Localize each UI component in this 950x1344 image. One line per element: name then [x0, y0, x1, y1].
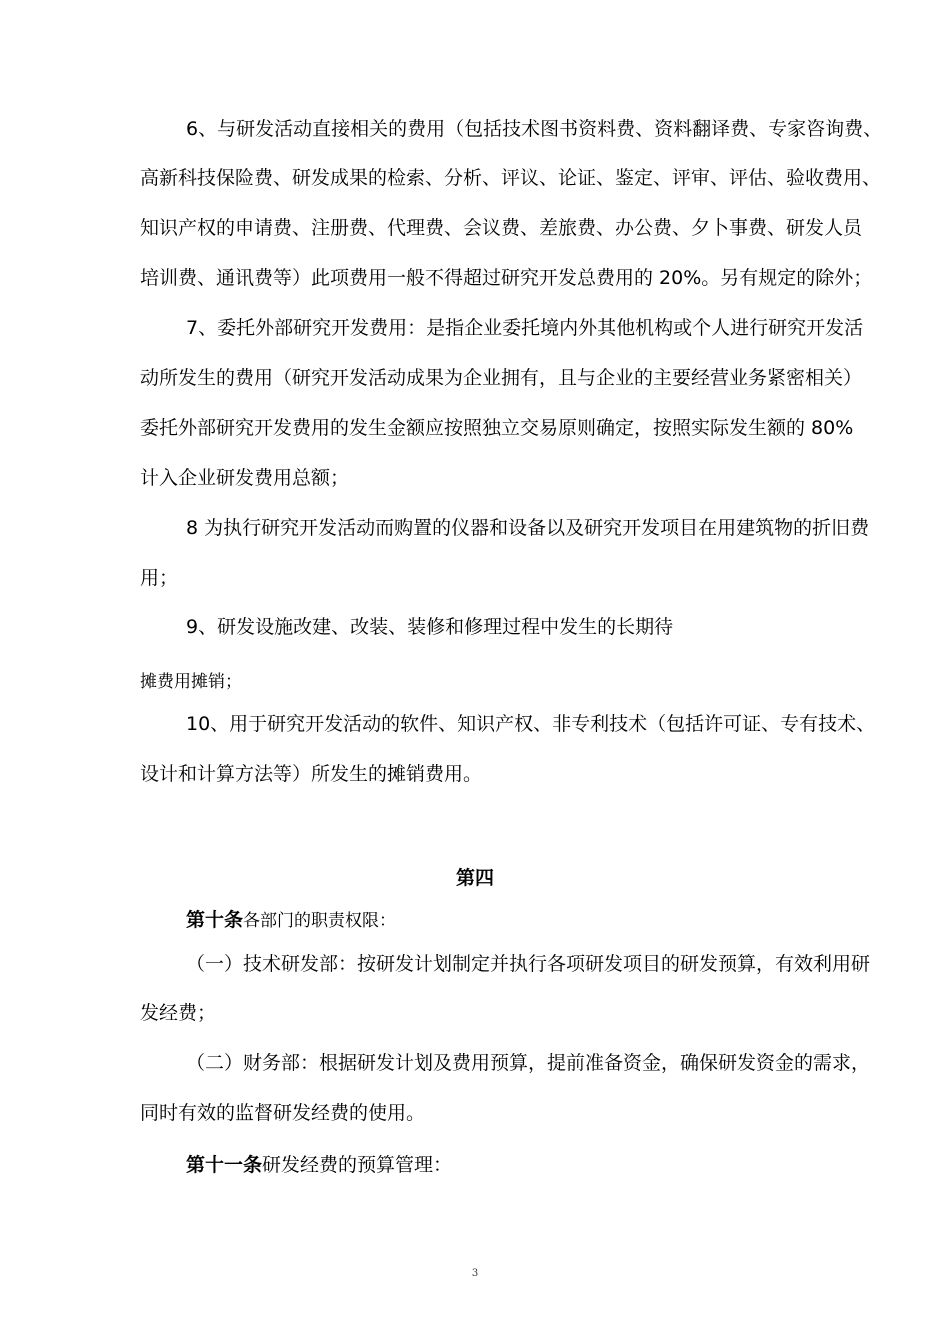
paragraph-line: （二）财务部：根据研发计划及费用预算，提前准备资金，确保研发资金的需求， [186, 1052, 871, 1074]
chapter-heading [0, 865, 950, 891]
paragraph-line: 7、委托外部研究开发费用：是指企业委托境内外其他机构或个人进行研究开发活 [186, 317, 864, 339]
paragraph-line: 知识产权的申请费、注册费、代理费、会议费、差旅费、办公费、夕卜事费、研发人员 [140, 217, 863, 239]
paragraph-line: 委托外部研究开发费用的发生金额应按照独立交易原则确定，按照实际发生额的 80% [140, 417, 854, 439]
paragraph-line: 培训费、通讯费等）此项费用一般不得超过研究开发总费用的 20%。另有规定的除外； [140, 267, 873, 289]
article-10-heading [0, 907, 950, 934]
page-number: 3 [471, 1268, 479, 1279]
article-10-label: 第十条 [186, 909, 244, 931]
paragraph-line: 同时有效的监督研发经费的使用。 [140, 1102, 426, 1124]
chapter-heading-text: 第四 [455, 867, 494, 889]
paragraph-line: 10、用于研究开发活动的软件、知识产权、非专利技术（包括许可证、专有技术、 [186, 713, 876, 735]
paragraph-line: 动所发生的费用（研究开发活动成果为企业拥有，且与企业的主要经营业务紧密相关） [140, 367, 863, 389]
paragraph-line: 摊费用摊销； [140, 672, 242, 692]
paragraph-line: 高新科技保险费、研发成果的检索、分析、评议、论证、鉴定、评审、评估、验收费用、 [140, 167, 882, 189]
paragraph-line: 8 为执行研究开发活动而购置的仪器和设备以及研究开发项目在用建筑物的折旧费 [186, 517, 870, 539]
paragraph-line: 发经费； [140, 1002, 217, 1024]
paragraph-line: 9、研发设施改建、改装、装修和修理过程中发生的长期待 [186, 616, 674, 638]
paragraph-line: 计入企业研发费用总额； [140, 467, 350, 489]
article-10-title: 各部门的职责权限： [243, 911, 397, 931]
paragraph-line: （一）技术研发部：按研发计划制定并执行各项研发项目的研发预算，有效利用研 [186, 953, 871, 975]
article-11-title: 研发经费的预算管理： [262, 1154, 453, 1176]
paragraph-line: 用； [140, 567, 179, 589]
paragraph-line: 6、与研发活动直接相关的费用（包括技术图书资料费、资料翻译费、专家咨询费、 [186, 118, 883, 140]
article-11-heading [0, 1152, 950, 1178]
paragraph-line: 设计和计算方法等）所发生的摊销费用。 [140, 763, 483, 785]
article-11-label: 第十一条 [186, 1154, 263, 1176]
